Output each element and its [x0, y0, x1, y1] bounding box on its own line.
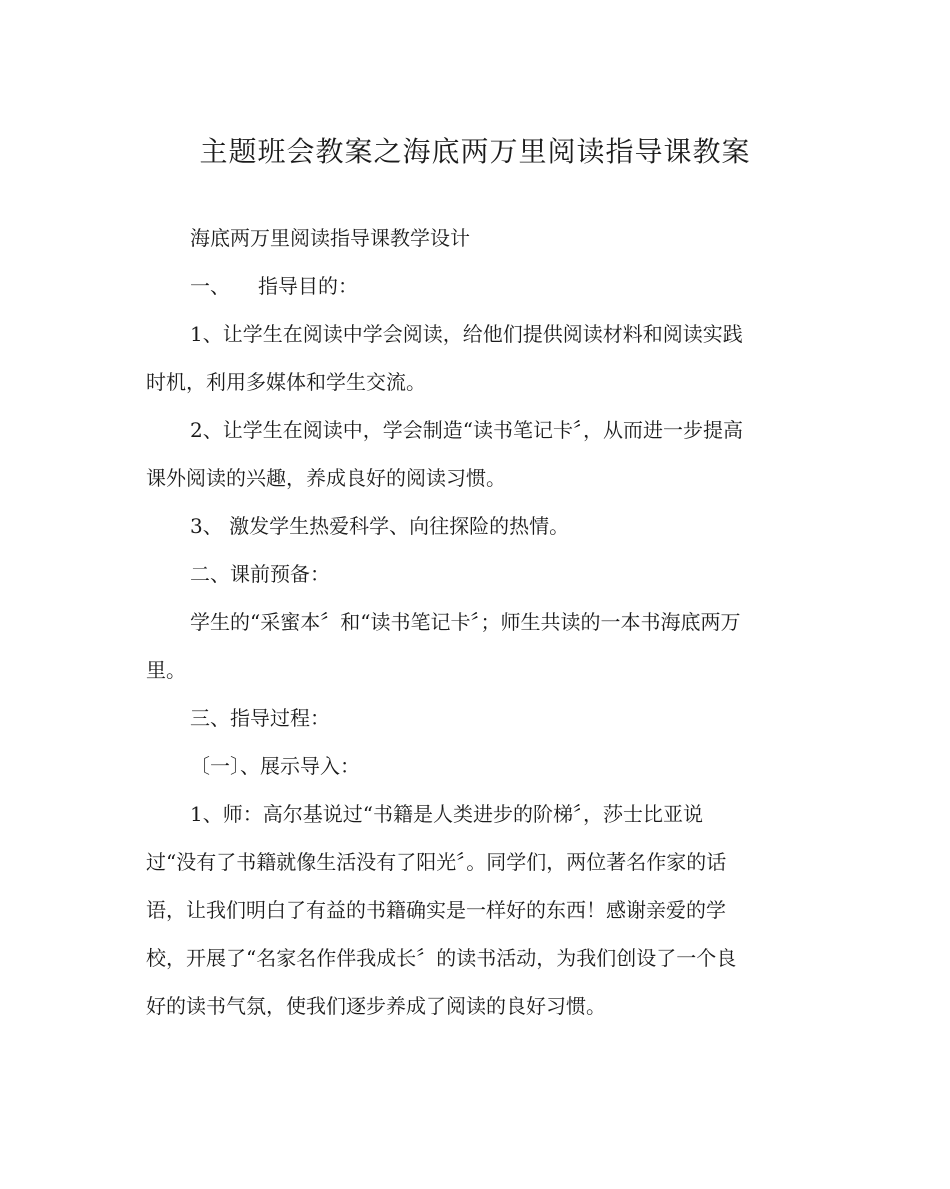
paragraph-line: 时机，利用多媒体和学生交流。 — [146, 370, 426, 394]
document-title: 主题班会教案之海底两万里阅读指导课教案 — [199, 135, 751, 168]
paragraph-line: 课外阅读的兴趣，养成良好的阅读习惯。 — [146, 466, 506, 490]
paragraph-line: 过“没有了书籍就像生活没有了阳光〞。同学们，两位著名作家的话 — [146, 850, 727, 874]
paragraph-line: 好的读书气氛，使我们逐步养成了阅读的良好习惯。 — [146, 994, 606, 1018]
paragraph-line: 校，开展了“名家名作伴我成长〞的读书活动，为我们创设了一个良 — [146, 946, 737, 970]
paragraph-line: 3、 激发学生热爱科学、向往探险的热情。 — [190, 514, 570, 538]
paragraph-line: 里。 — [146, 658, 186, 682]
section-heading-objectives — [190, 262, 855, 310]
section-label: 指导目的： — [258, 274, 358, 298]
section-number: 一、 — [190, 274, 230, 298]
paragraph-line: 2、让学生在阅读中，学会制造“读书笔记卡〞，从而进一步提高 — [190, 418, 743, 442]
section-heading-preparation: 二、课前预备： — [190, 562, 330, 586]
paragraph-line: 1、师：高尔基说过“书籍是人类进步的阶梯〞，莎士比亚说 — [190, 802, 703, 826]
paragraph-line: 1、让学生在阅读中学会阅读，给他们提供阅读材料和阅读实践 — [190, 322, 743, 346]
section-heading-process: 三、指导过程： — [190, 706, 330, 730]
paragraph-line: 语，让我们明白了有益的书籍确实是一样好的东西！感谢亲爱的学 — [146, 898, 726, 922]
subtitle-line: 海底两万里阅读指导课教学设计 — [190, 226, 470, 250]
subsection-heading: 〔一〕、展示导入： — [190, 754, 360, 778]
paragraph-line: 学生的“采蜜本〞和“读书笔记卡〞；师生共读的一本书海底两万 — [190, 610, 741, 634]
